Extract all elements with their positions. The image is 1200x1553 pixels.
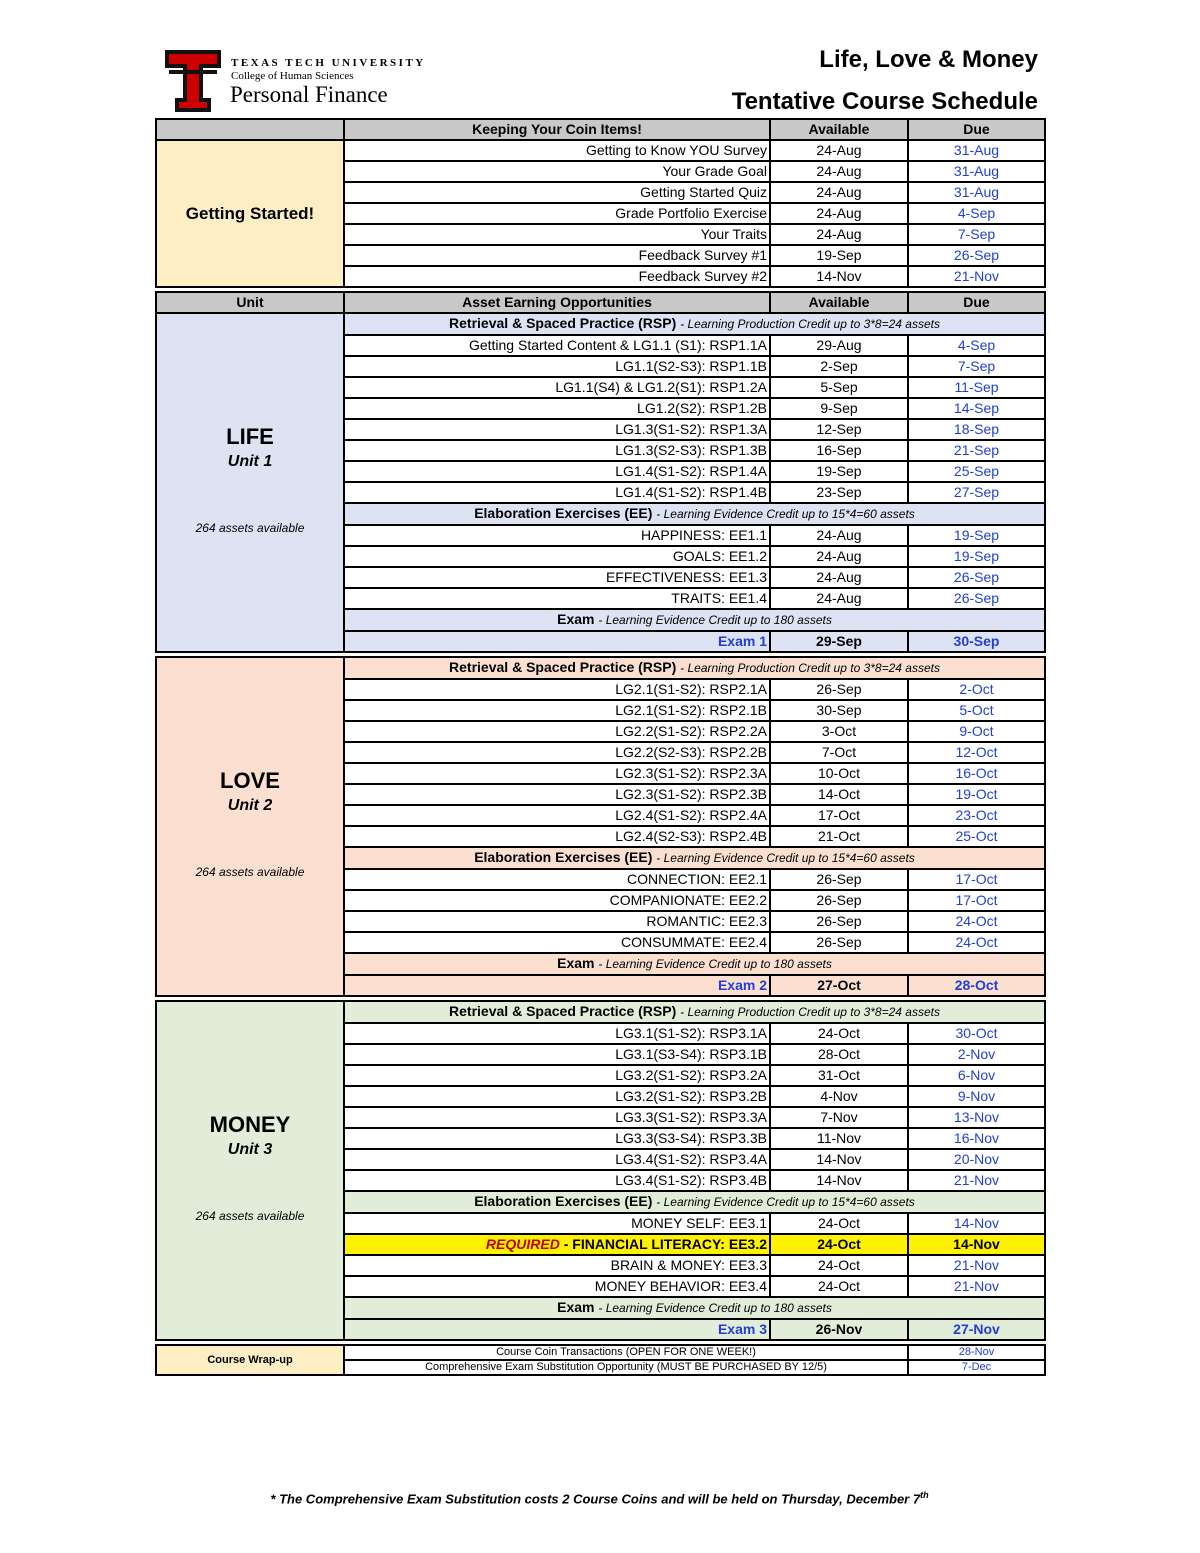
unit-name: MONEY [209,1112,291,1137]
course-title: Life, Love & Money [819,46,1038,73]
due-date: 13-Nov [908,1107,1045,1128]
item-name: LG3.3(S1-S2): RSP3.3A [344,1107,770,1128]
available-date: 24-Aug [770,588,908,609]
item-name: LG1.4(S1-S2): RSP1.4B [344,482,770,503]
section-note: - Learning Production Credit up to 3*8=24 assets [680,317,940,331]
available-date: 24-Aug [770,203,908,224]
table-row [156,119,1045,140]
available-date: 24-Oct [770,1023,908,1044]
item-name: LG3.3(S3-S4): RSP3.3B [344,1128,770,1149]
due-date: 21-Nov [908,1170,1045,1191]
exam-name: Exam 2 [344,975,770,996]
due-date: 21-Nov [908,266,1045,287]
section-rsp [344,313,1045,335]
item-name: Getting Started Content & LG1.1 (S1): RSP1.1A [344,335,770,356]
section-title: Retrieval & Spaced Practice (RSP) [449,659,677,675]
available-date: 24-Oct [770,1255,908,1276]
unit-money [156,1001,344,1340]
available-date: 21-Oct [770,826,908,847]
due-date: 14-Nov [908,1234,1045,1255]
due-date: 16-Oct [908,763,1045,784]
exam-available: 29-Sep [770,631,908,652]
item-name: Comprehensive Exam Substitution Opportunity (MUST BE PURCHASED BY 12/5) [344,1360,908,1375]
exam-name: Exam 3 [344,1319,770,1340]
unit-number: Unit 3 [227,1141,273,1158]
available-date: 11-Nov [770,1128,908,1149]
available-date: 19-Sep [770,461,908,482]
table-row [156,313,1045,335]
section-rsp [344,657,1045,679]
due-date: 24-Oct [908,932,1045,953]
section-rsp [344,1001,1045,1023]
due-date: 21-Sep [908,440,1045,461]
available-date: 3-Oct [770,721,908,742]
due-date: 2-Oct [908,679,1045,700]
item-name: LG2.1(S1-S2): RSP2.1A [344,679,770,700]
due-date: 21-Nov [908,1276,1045,1297]
unit-assets: 264 assets available [195,865,305,879]
schedule-title: Tentative Course Schedule [731,88,1038,115]
due-date: 25-Sep [908,461,1045,482]
unit-assets: 264 assets available [195,1209,305,1223]
item-name: LG2.4(S2-S3): RSP2.4B [344,826,770,847]
available-date: 7-Oct [770,742,908,763]
available-date: 14-Oct [770,784,908,805]
available-date: 2-Sep [770,356,908,377]
section-exam [344,1297,1045,1319]
item-name: LG1.1(S2-S3): RSP1.1B [344,356,770,377]
section-title: Exam [557,611,595,627]
due-date: 30-Oct [908,1023,1045,1044]
item-name: EFFECTIVENESS: EE1.3 [344,567,770,588]
item-name: MONEY BEHAVIOR: EE3.4 [344,1276,770,1297]
available-date: 17-Oct [770,805,908,826]
available-date: 30-Sep [770,700,908,721]
item-name: CONSUMMATE: EE2.4 [344,932,770,953]
available-date: 26-Sep [770,911,908,932]
available-date: 24-Aug [770,224,908,245]
table-row [156,292,1045,313]
due-date: 24-Oct [908,911,1045,932]
due-date: 5-Oct [908,700,1045,721]
section-note: - Learning Evidence Credit up to 180 assets [598,1301,832,1315]
section-exam [344,609,1045,631]
available-date: 23-Sep [770,482,908,503]
available-date: 24-Oct [770,1234,908,1255]
college-name: College of Human Sciences [231,70,354,82]
unit-name: Getting Started! [185,204,315,223]
due-date: 6-Nov [908,1065,1045,1086]
available-date: 24-Oct [770,1213,908,1234]
table-row [156,140,1045,161]
available-date: 24-Aug [770,182,908,203]
item-name: LG1.4(S1-S2): RSP1.4A [344,461,770,482]
item-name: LG3.1(S1-S2): RSP3.1A [344,1023,770,1044]
footnote-text: * The Comprehensive Exam Substitution costs 2 Course Coins and will be held on Thursday, December 7 [270,1491,921,1507]
available-date: 26-Sep [770,869,908,890]
unit-number: Unit 2 [227,797,273,814]
item-name: LG3.4(S1-S2): RSP3.4A [344,1149,770,1170]
section-note: - Learning Production Credit up to 3*8=24 assets [680,1005,940,1019]
item-name: LG2.1(S1-S2): RSP2.1B [344,700,770,721]
section-title: Exam [557,955,595,971]
required-item [344,1234,770,1255]
header-cell: Unit [156,292,344,313]
available-date: 14-Nov [770,266,908,287]
available-date: 4-Nov [770,1086,908,1107]
due-date: 11-Sep [908,377,1045,398]
available-date: 28-Oct [770,1044,908,1065]
item-name: LG3.2(S1-S2): RSP3.2B [344,1086,770,1107]
available-date: 5-Sep [770,377,908,398]
item-name: BRAIN & MONEY: EE3.3 [344,1255,770,1276]
item-name: Getting to Know YOU Survey [344,140,770,161]
available-date: 29-Aug [770,335,908,356]
header-cell: Asset Earning Opportunities [344,292,770,313]
due-date: 19-Oct [908,784,1045,805]
item-name: Getting Started Quiz [344,182,770,203]
available-date: 24-Aug [770,546,908,567]
program-name: Personal Finance [230,82,388,107]
due-date: 9-Oct [908,721,1045,742]
available-date: 14-Nov [770,1149,908,1170]
due-date: 12-Oct [908,742,1045,763]
footnote-sup: th [920,1490,929,1500]
due-date: 31-Aug [908,182,1045,203]
section-note: - Learning Production Credit up to 3*8=24 assets [680,661,940,675]
available-date: 26-Sep [770,932,908,953]
due-date: 17-Oct [908,890,1045,911]
unit-wrap-up: Course Wrap-up [156,1345,344,1375]
due-date: 21-Nov [908,1255,1045,1276]
table-row [156,657,1045,679]
double-t-logo-icon [163,48,223,114]
item-name: LG2.3(S1-S2): RSP2.3B [344,784,770,805]
unit-love [156,657,344,996]
header-available: Available [770,119,908,140]
section-title: Retrieval & Spaced Practice (RSP) [449,315,677,331]
footnote [155,1490,1044,1506]
item-name: LG1.2(S2): RSP1.2B [344,398,770,419]
due-date: 7-Dec [908,1360,1045,1375]
unit-number: Unit 1 [227,453,273,470]
section-note: - Learning Evidence Credit up to 15*4=60 assets [656,851,915,865]
header-cell: Due [908,292,1045,313]
available-date: 9-Sep [770,398,908,419]
unit-name: LIFE [226,424,274,449]
table-row [156,1001,1045,1023]
header-cell: Available [770,292,908,313]
due-date: 2-Nov [908,1044,1045,1065]
section-ee [344,1191,1045,1213]
item-name: CONNECTION: EE2.1 [344,869,770,890]
item-name: LG2.2(S1-S2): RSP2.2A [344,721,770,742]
item-name: Feedback Survey #2 [344,266,770,287]
due-date: 19-Sep [908,525,1045,546]
schedule-table [155,118,1046,1376]
due-date: 17-Oct [908,869,1045,890]
due-date: 7-Sep [908,356,1045,377]
section-ee [344,847,1045,869]
due-date: 9-Nov [908,1086,1045,1107]
ttu-logo [163,48,463,116]
exam-available: 27-Oct [770,975,908,996]
available-date: 16-Sep [770,440,908,461]
item-name: GOALS: EE1.2 [344,546,770,567]
available-date: 12-Sep [770,419,908,440]
section-note: - Learning Evidence Credit up to 15*4=60 assets [656,1195,915,1209]
due-date: 4-Sep [908,335,1045,356]
section-note: - Learning Evidence Credit up to 15*4=60 assets [656,507,915,521]
item-name: COMPANIONATE: EE2.2 [344,890,770,911]
required-label: REQUIRED [485,1236,560,1252]
section-ee [344,503,1045,525]
available-date: 26-Sep [770,890,908,911]
section-title: Elaboration Exercises (EE) [474,505,653,521]
due-date: 26-Sep [908,567,1045,588]
due-date: 7-Sep [908,224,1045,245]
item-name: LG2.4(S1-S2): RSP2.4A [344,805,770,826]
section-note: - Learning Evidence Credit up to 180 assets [598,613,832,627]
item-name: LG2.2(S2-S3): RSP2.2B [344,742,770,763]
header-due: Due [908,119,1045,140]
item-name: LG1.3(S2-S3): RSP1.3B [344,440,770,461]
section-exam [344,953,1045,975]
available-date: 24-Aug [770,525,908,546]
item-name: LG2.3(S1-S2): RSP2.3A [344,763,770,784]
item-name: - FINANCIAL LITERACY: EE3.2 [563,1236,767,1252]
exam-available: 26-Nov [770,1319,908,1340]
item-name: Your Traits [344,224,770,245]
available-date: 24-Aug [770,161,908,182]
item-name: LG1.3(S1-S2): RSP1.3A [344,419,770,440]
available-date: 24-Oct [770,1276,908,1297]
section-title: Elaboration Exercises (EE) [474,1193,653,1209]
item-name: Feedback Survey #1 [344,245,770,266]
item-name: ROMANTIC: EE2.3 [344,911,770,932]
due-date: 19-Sep [908,546,1045,567]
available-date: 10-Oct [770,763,908,784]
unit-life [156,313,344,652]
section-note: - Learning Evidence Credit up to 180 assets [598,957,832,971]
header-blank [156,119,344,140]
item-name: MONEY SELF: EE3.1 [344,1213,770,1234]
item-name: Grade Portfolio Exercise [344,203,770,224]
due-date: 28-Nov [908,1345,1045,1360]
available-date: 19-Sep [770,245,908,266]
due-date: 14-Nov [908,1213,1045,1234]
available-date: 7-Nov [770,1107,908,1128]
due-date: 14-Sep [908,398,1045,419]
header-keeping-coin: Keeping Your Coin Items! [344,119,770,140]
unit-assets: 264 assets available [195,521,305,535]
available-date: 26-Sep [770,679,908,700]
university-name: TEXAS TECH UNIVERSITY [231,57,426,69]
unit-getting-started [156,140,344,287]
item-name: LG3.1(S3-S4): RSP3.1B [344,1044,770,1065]
item-name: Course Coin Transactions (OPEN FOR ONE WEEK!) [344,1345,908,1360]
exam-due: 28-Oct [908,975,1045,996]
due-date: 23-Oct [908,805,1045,826]
section-title: Elaboration Exercises (EE) [474,849,653,865]
due-date: 26-Sep [908,588,1045,609]
available-date: 24-Aug [770,567,908,588]
available-date: 31-Oct [770,1065,908,1086]
due-date: 27-Sep [908,482,1045,503]
item-name: LG3.2(S1-S2): RSP3.2A [344,1065,770,1086]
available-date: 14-Nov [770,1170,908,1191]
available-date: 24-Aug [770,140,908,161]
section-title: Retrieval & Spaced Practice (RSP) [449,1003,677,1019]
due-date: 18-Sep [908,419,1045,440]
item-name: Your Grade Goal [344,161,770,182]
exam-due: 30-Sep [908,631,1045,652]
table-row [156,1345,1045,1360]
due-date: 4-Sep [908,203,1045,224]
due-date: 25-Oct [908,826,1045,847]
item-name: HAPPINESS: EE1.1 [344,525,770,546]
section-title: Exam [557,1299,595,1315]
exam-name: Exam 1 [344,631,770,652]
item-name: LG3.4(S1-S2): RSP3.4B [344,1170,770,1191]
unit-name: LOVE [220,768,280,793]
due-date: 20-Nov [908,1149,1045,1170]
due-date: 31-Aug [908,161,1045,182]
exam-due: 27-Nov [908,1319,1045,1340]
item-name: LG1.1(S4) & LG1.2(S1): RSP1.2A [344,377,770,398]
due-date: 31-Aug [908,140,1045,161]
due-date: 26-Sep [908,245,1045,266]
due-date: 16-Nov [908,1128,1045,1149]
item-name: TRAITS: EE1.4 [344,588,770,609]
